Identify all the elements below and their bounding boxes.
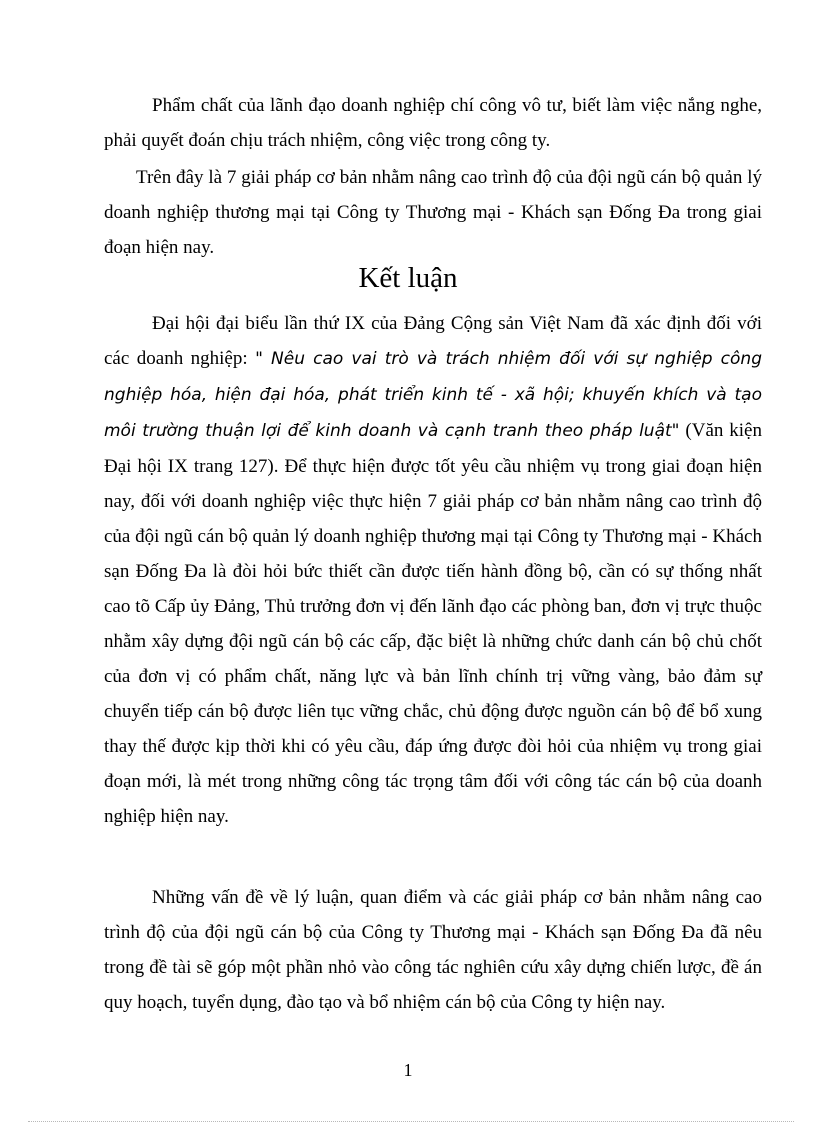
footer-divider: [28, 1121, 794, 1122]
section-heading: Kết luận: [358, 262, 458, 294]
conclusion-lead: Đại hội đại biểu lần thứ IX của Đảng Cộng sản Việt Nam đã xác định đối với các doanh nghiệp:: [104, 313, 762, 369]
intro-paragraph-1: [104, 88, 762, 158]
conclusion-rest: (Văn kiện Đại hội IX trang 127). Để thực hiện được tốt yêu cầu nhiệm vụ trong giai đoạn hiện nay, đối với doanh nghiệp việc thực hiện 7 giải pháp cơ bản nhằm nâng cao trình độ của đội ngũ cán bộ quản lý doanh nghiệp thương mại tại Công ty Thương mại - Khách sạn Đống Đa là đòi hỏi bức thiết cần được tiến hành đồng bộ, cần có sự thống nhất cao tõ Cấp ủy Đảng, Thủ trưởng đơn vị đến lãnh đạo các phòng ban, đơn vị trực thuộc nhằm xây dựng đội ngũ cán bộ các cấp, đặc biệt là những chức danh cán bộ chủ chốt của đơn vị có phẩm chất, năng lực và bản lĩnh chính trị vững vàng, bảo đảm sự chuyển tiếp cán bộ được liên tục vững chắc, chủ động được nguồn cán bộ để bổ xung thay thế được kịp thời khi có yêu cầu, đáp ứng được đòi hỏi của nhiệm vụ trong giai đoạn mới, là mét trong những công tác trọng tâm đối với công tác cán bộ của doanh nghiệp hiện nay.: [104, 420, 762, 827]
page-number: 1: [403, 1060, 413, 1080]
intro-paragraph-2-text: Trên đây là 7 giải pháp cơ bản nhằm nâng cao trình độ của đội ngũ cán bộ quản lý doanh nghiệp thương mại tại Công ty Thương mại - Khách sạn Đống Đa trong giai đoạn hiện nay.: [104, 167, 762, 258]
conclusion-paragraph: [104, 306, 762, 834]
closing-paragraph: [104, 880, 762, 1020]
intro-paragraph-1-text: Phẩm chất của lãnh đạo doanh nghiệp chí công vô tư, biết làm việc nắng nghe, phải quyết đoán chịu trách nhiệm, công việc trong công ty.: [104, 95, 762, 151]
intro-paragraph-2: [104, 160, 762, 265]
closing-paragraph-text: Những vấn đề về lý luận, quan điểm và các giải pháp cơ bản nhằm nâng cao trình độ của đội ngũ cán bộ của Công ty Thương mại - Khách sạn Đống Đa đã nêu trong đề tài sẽ góp một phần nhỏ vào công tác nghiên cứu xây dựng chiến lược, đề án quy hoạch, tuyển dụng, đào tạo và bổ nhiệm cán bộ của Công ty hiện nay.: [104, 887, 762, 1013]
party-resolution-quote: " Nêu cao vai trò và trách nhiệm đối với sự nghiệp công nghiệp hóa, hiện đại hóa, phát triển kinh tế - xã hội; khuyến khích và tạo môi trường thuận lợi để kinh doanh và cạnh tranh theo pháp luật": [104, 349, 762, 441]
